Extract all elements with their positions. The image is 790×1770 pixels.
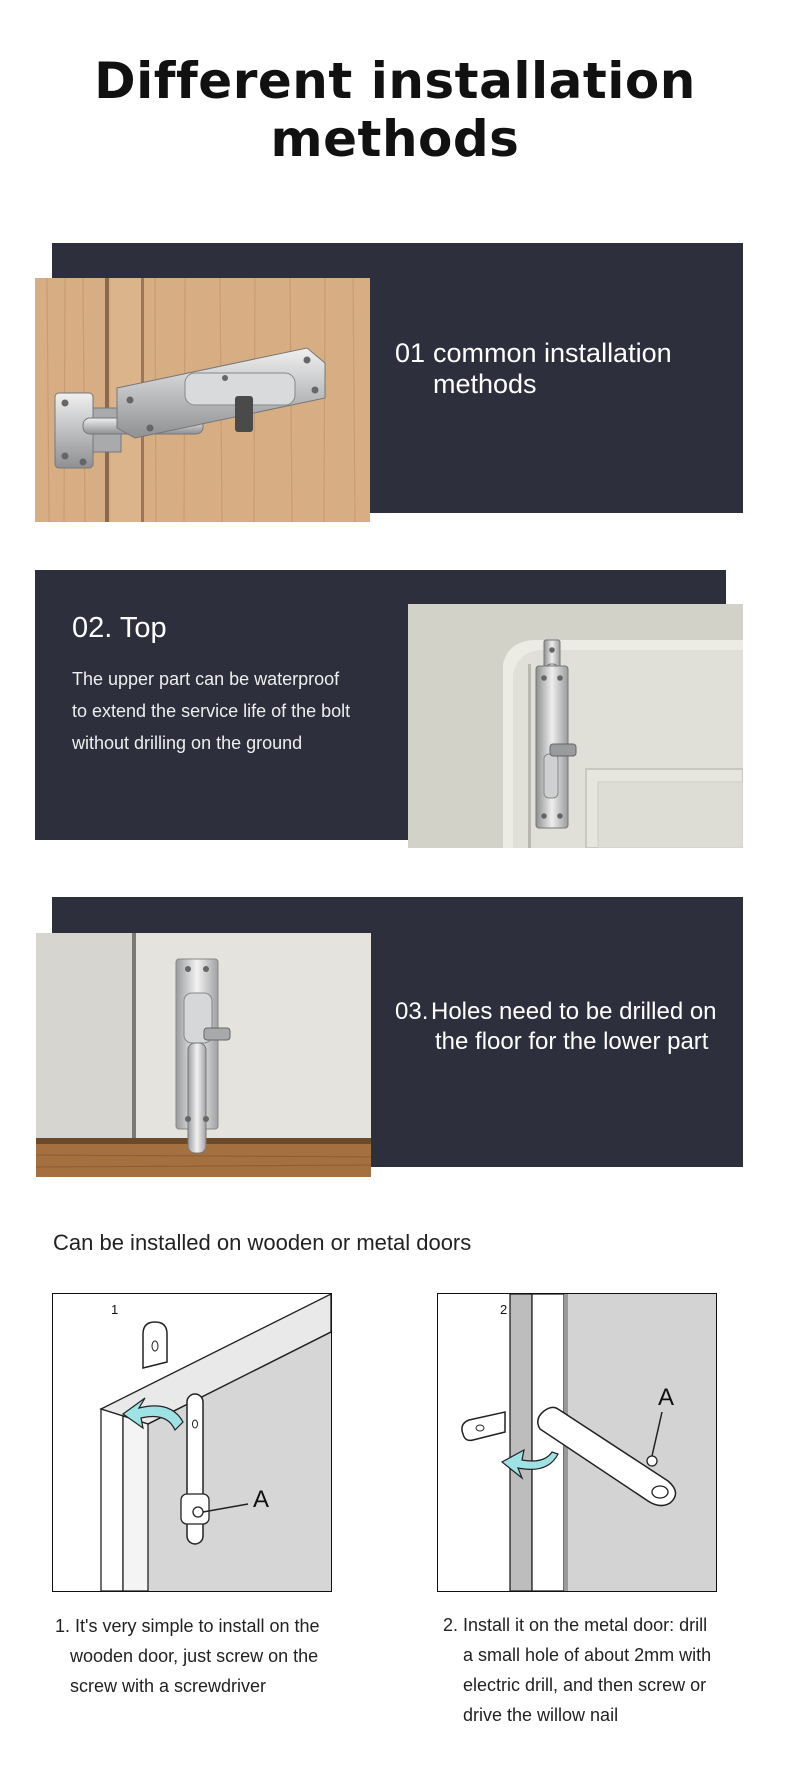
diagram-1-number: 1	[111, 1302, 119, 1317]
floor-bolt-photo	[36, 933, 371, 1177]
wood-door-bolt-photo	[35, 278, 370, 522]
section-1-line-2: methods	[433, 369, 537, 399]
caption-1-line: screw with a screwdriver	[70, 1676, 267, 1696]
wooden-door-diagram	[52, 1293, 332, 1592]
caption-2-line: electric drill, and then screw or	[463, 1675, 707, 1695]
section-3-number: 03.	[395, 998, 429, 1025]
caption-2-line: drive the willow nail	[463, 1705, 619, 1725]
caption-metal-door	[443, 1610, 763, 1730]
section-1-text	[395, 338, 735, 408]
caption-1-line: 1. It's very simple to install on the	[55, 1616, 320, 1636]
section-3-line-2: the floor for the lower part	[435, 1028, 709, 1055]
section-1-line-1: common installation	[433, 338, 672, 368]
section-3-text	[395, 997, 735, 1067]
section-1-number: 01	[395, 338, 426, 368]
page-title: Different installation methods	[94, 52, 696, 168]
diagram-2-label: A	[658, 1384, 675, 1411]
diagram-2-number: 2	[500, 1302, 508, 1317]
caption-2-line: a small hole of about 2mm with	[463, 1645, 712, 1665]
section-2-heading: 02. Top	[72, 612, 167, 644]
diagram-1-label: A	[253, 1486, 270, 1513]
metal-door-diagram	[437, 1293, 717, 1592]
section-3-line-1: Holes need to be drilled on	[431, 998, 717, 1025]
door-top-bolt-photo	[408, 604, 743, 848]
caption-2-line: 2. Install it on the metal door: drill	[443, 1615, 708, 1635]
section-2-line: without drilling on the ground	[72, 733, 303, 753]
section-2-line: to extend the service life of the bolt	[72, 701, 351, 721]
section-2-line: The upper part can be waterproof	[72, 669, 340, 689]
door-type-subtitle: Can be installed on wooden or metal doors	[53, 1230, 472, 1255]
caption-wooden-door	[55, 1611, 365, 1701]
section-2-description	[72, 663, 392, 759]
caption-1-line: wooden door, just screw on the	[70, 1646, 319, 1666]
